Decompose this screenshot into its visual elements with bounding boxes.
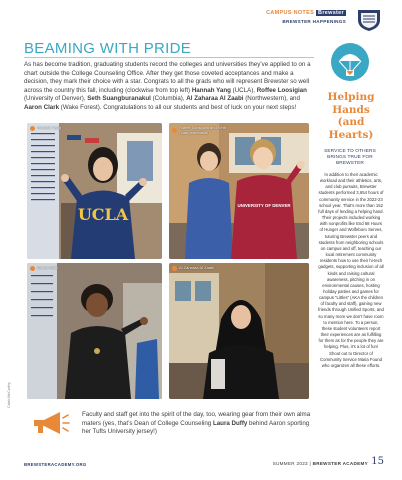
shirt-text: UNIVERSITY OF DENVER (237, 203, 291, 208)
caption-marker-icon (172, 128, 177, 133)
footer-issue: SUMMER 2023 (272, 461, 308, 466)
photo-caption: Hannah Yang (30, 126, 61, 131)
student-name: Seth Suangburanakul (87, 95, 151, 103)
header-section: CAMPUS NOTES (266, 10, 315, 16)
header-subsection: BREWSTER HAPPENINGS (282, 19, 346, 24)
crest-logo-icon (354, 8, 384, 32)
shirt-text: UCLA (77, 205, 129, 224)
faculty-caption: Faculty and staff get into the spirit of the day, too, wearing gear from their own alma maters (yes, that’s Dean of College Counseling Laura Duffy behind Aaron sporting her Tufts University jersey!) (82, 411, 311, 436)
page-number: 15 (371, 456, 384, 467)
photo-al-zaharaa-al-zaabi (169, 263, 309, 399)
sidebar-body: In addition to their academic workload and their athletics, arts, and club pursuits, Brewster students performed 3,654 hours of community service in the 2022-23 school year. That’s more than 152 full days of lending a helping hand. Their projects included working with nonprofits like End 68 Hours of Hunger and Wolfeboro Serves, tutoring Brewster peers and students from neighboring schools on campus and off, teaching our local retirement community residents how to use their hi-tech gadgets, supporting inclusion of all kinds and raising cultural awareness, pitching in on environmental causes, hosting holiday parties and games for campus “Littles” (AKA the children of faculty and staff), gaining new friends through Unified Sports, and so many more we don’t have room to mention here. To a person, these student volunteers report their experiences are as fulfilling for them as for the people they are helping. Plus, it’s a lot of fun! Shout out to Director of Community Service Maria Found who organizes all these efforts. (318, 172, 384, 368)
footer-site: BREWSTERACADEMY.ORG (24, 462, 87, 467)
photo-caption: Roffee Loosigian and Seth Suangburanakul (172, 126, 242, 135)
student-name: Roffee Loosigian (256, 86, 307, 94)
article-intro: As has become tradition, graduating students record the colleges and universities they’ve applied to on a chart outside the College Counseling Office. After they get those coveted acceptances and make a decision, they mark their choice with a star. Congrats to all the grads who will represent Brewster so well across the country this fall, including (clockwise from top left) Hannah Yang (UCLA), Roffee Loosigian (University of Denver), Seth Suangburanakul (Columbia), Al Zaharaa Al Zaabi (Northwestern), and Aaron Clark (Wake Forest). Congratulations to all our students and best of luck on your next steps! (24, 61, 311, 111)
photo-illustration (27, 263, 162, 399)
caption-marker-icon (30, 126, 35, 131)
caption-marker-icon (30, 266, 35, 271)
photo-illustration (169, 263, 309, 399)
photo-illustration (169, 123, 309, 259)
student-name: Al Zaharaa Al Zaabi (186, 95, 244, 103)
photo-caption: Aaron Clark (30, 266, 58, 271)
title-divider (24, 57, 314, 58)
page-header (234, 8, 384, 34)
photo-credit: Caleb McCarthy (7, 382, 11, 408)
megaphone-icon (30, 410, 70, 436)
article-title: BEAMING WITH PRIDE (24, 40, 192, 57)
photo-caption: Al Zaharaa Al Zaabi (172, 266, 214, 271)
caption-marker-icon (172, 266, 177, 271)
sidebar-subtitle: SERVICE TO OTHERS BRINGS TRUE FOR BREWSTER (324, 149, 376, 167)
photo-hannah-yang (27, 123, 162, 259)
footer-publication: BREWSTER ACADEMY (312, 461, 368, 466)
student-name: Hannah Yang (191, 86, 231, 94)
parachute-heart-icon (330, 42, 370, 82)
photo-illustration (27, 123, 162, 259)
photo-aaron-clark (27, 263, 162, 399)
student-name: Aaron Clark (24, 103, 60, 111)
header-section-label (266, 10, 346, 16)
footer-issue-line: SUMMER 2023 | BREWSTER ACADEMY (272, 461, 368, 466)
header-brand: Brewster (318, 10, 344, 16)
sidebar-title: Helping Hands (and Hearts) (327, 91, 375, 141)
photo-roffee-seth (169, 123, 309, 259)
staff-name: Laura Duffy (212, 419, 248, 427)
